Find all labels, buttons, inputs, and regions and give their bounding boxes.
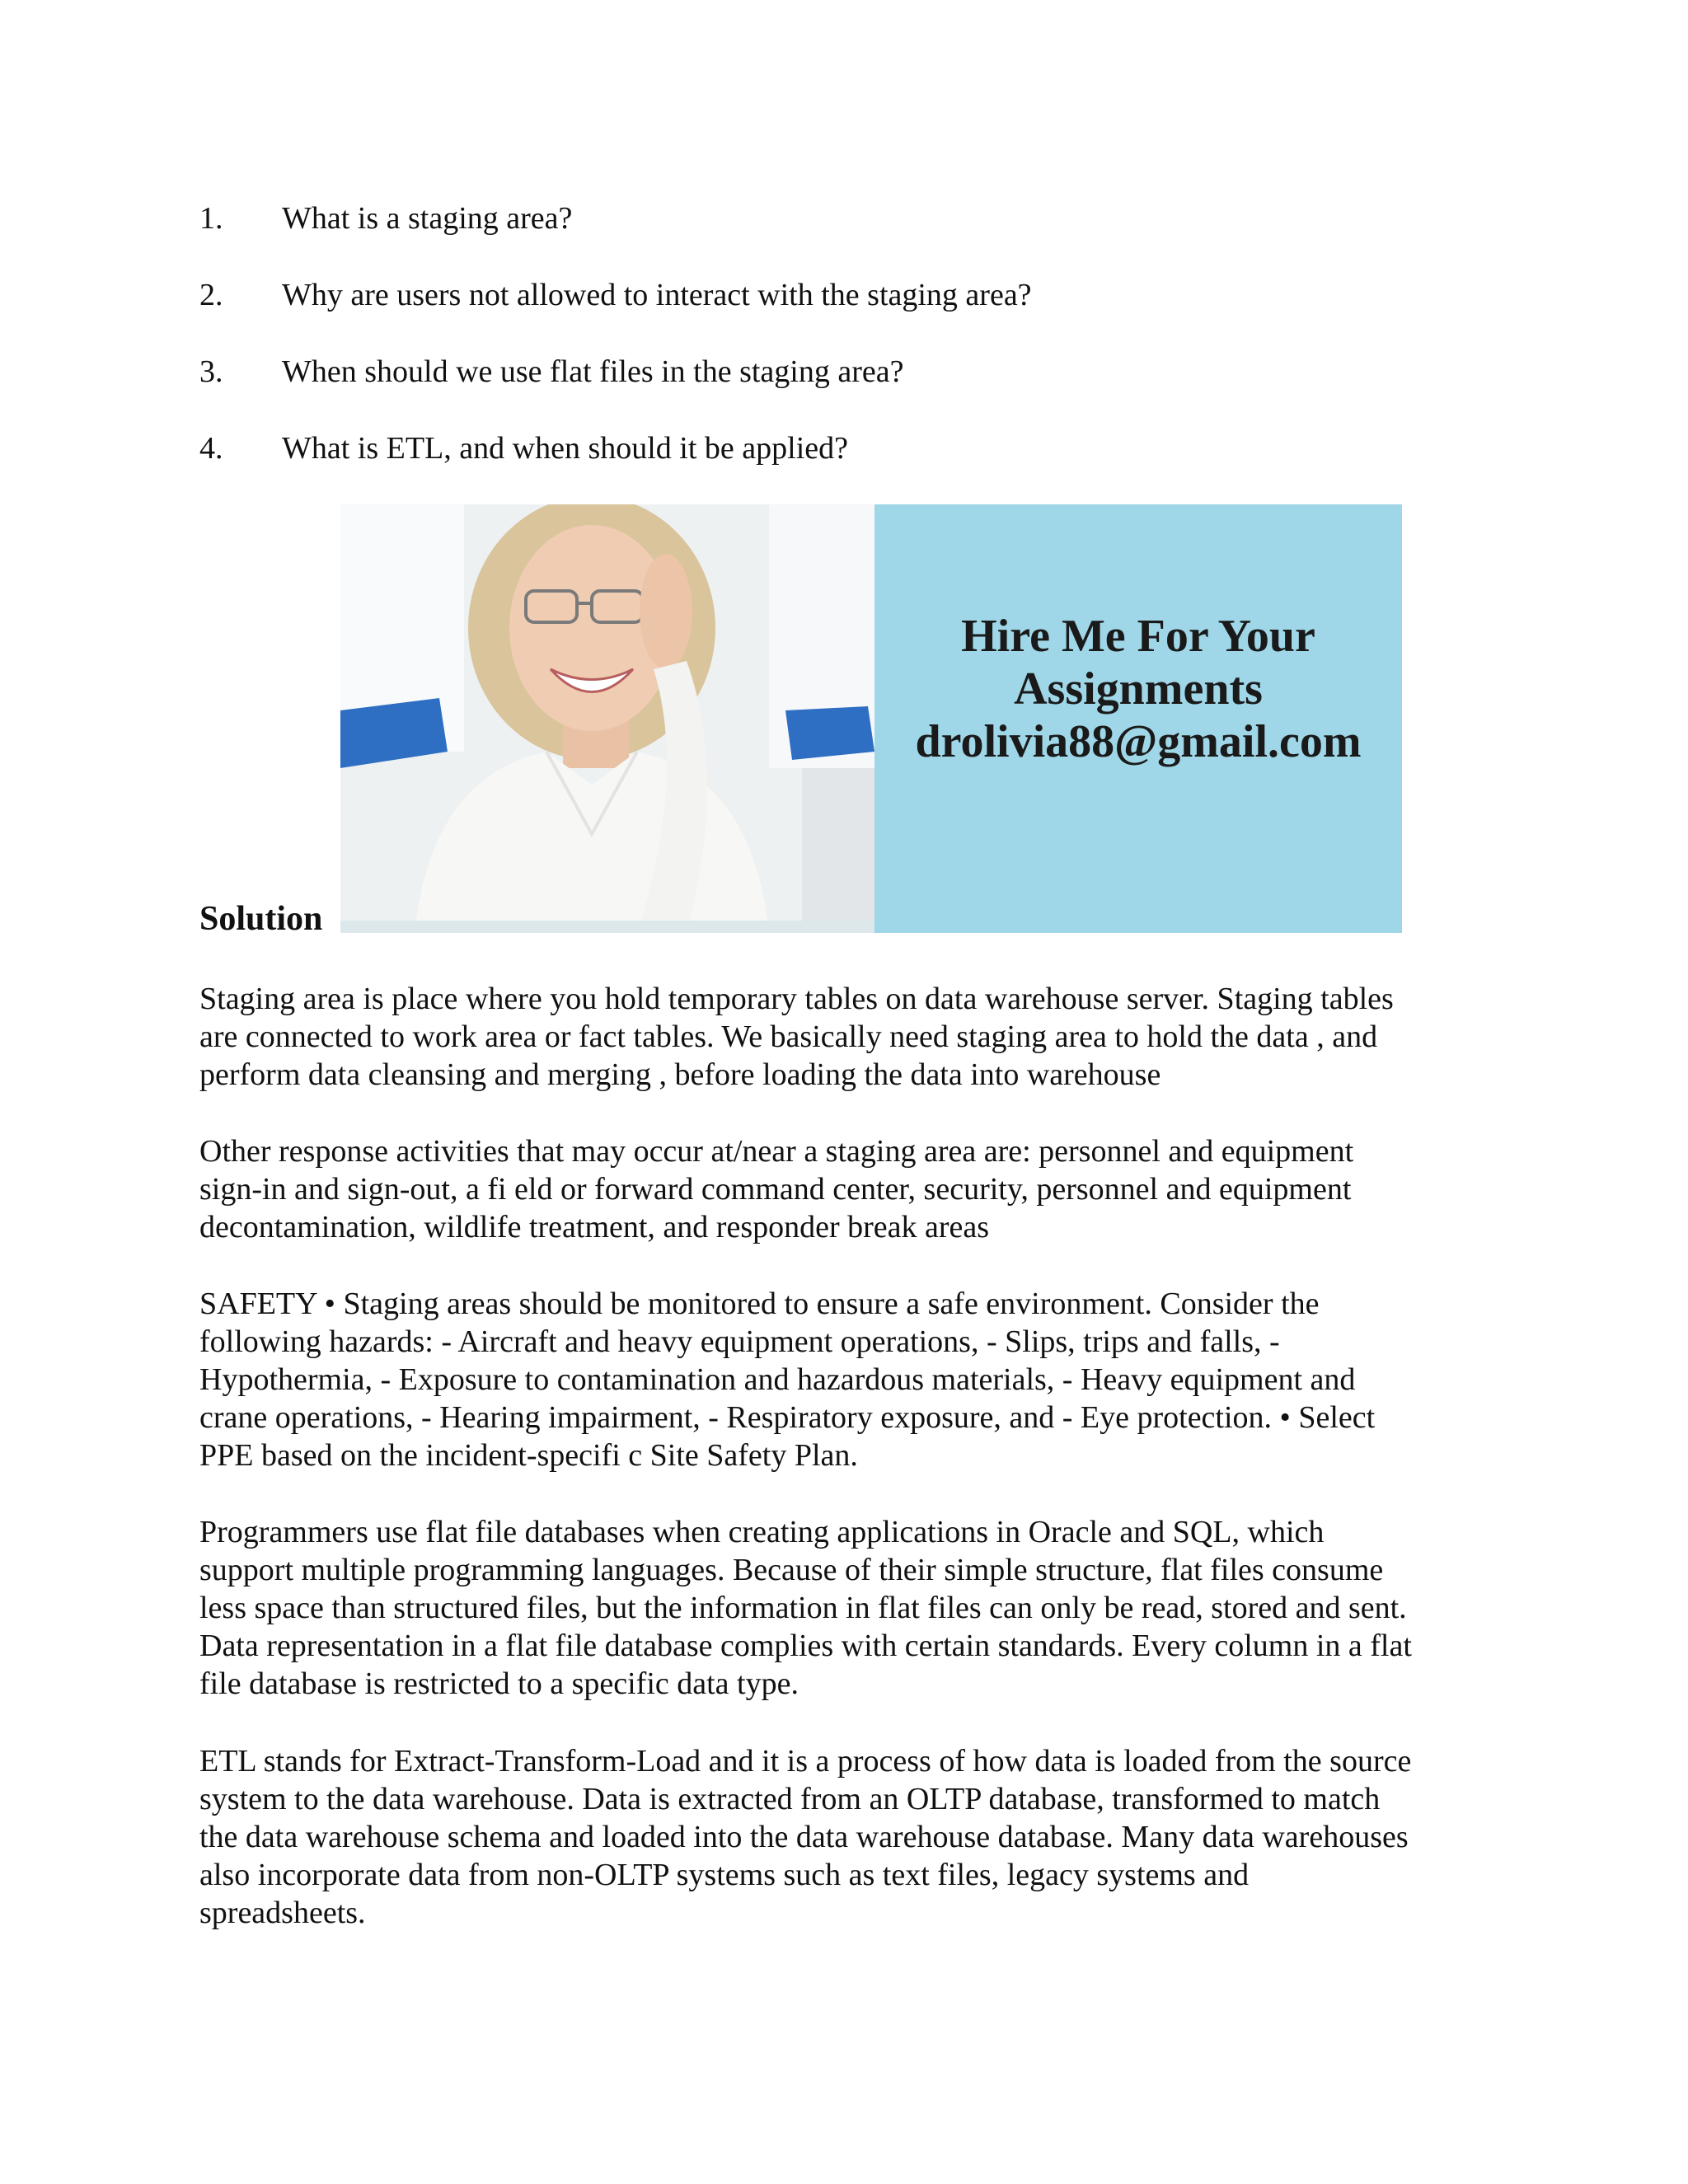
question-text: What is ETL, and when should it be applied? [282,431,848,466]
question-number: 3. [199,354,223,389]
paragraph-line: perform data cleansing and merging , before loading the data into warehouse [199,1057,1161,1092]
paragraph-line: system to the data warehouse. Data is extracted from an OLTP database, transformed to match [199,1782,1381,1816]
question-number: 1. [199,201,223,236]
paragraph-line: sign-in and sign-out, a fi eld or forward command center, security, personnel and equipment [199,1172,1352,1207]
question-number: 2. [199,278,223,312]
woman-illustration [340,504,874,933]
paragraph-response-activities [199,1132,1502,1246]
paragraph-line: also incorporate data from non-OLTP systems such as text files, legacy systems and [199,1858,1250,1892]
paragraph-line: the data warehouse schema and loaded into the data warehouse database. Many data warehouses [199,1820,1409,1854]
woman-photo [340,504,874,933]
paragraph-line: PPE based on the incident-specifi c Site Safety Plan. [199,1438,858,1473]
paragraph-line: are connected to work area or fact tables. We basically need staging area to hold the data , and [199,1019,1378,1054]
paragraph-flat-files [199,1513,1502,1703]
paragraph-line: Data representation in a flat file database complies with certain standards. Every column in a flat [199,1629,1412,1663]
paragraph-staging-definition [199,980,1502,1094]
paragraph-line: ETL stands for Extract-Transform-Load and it is a process of how data is loaded from the source [199,1744,1412,1779]
paragraph-line: following hazards: - Aircraft and heavy equipment operations, - Slips, trips and falls, - [199,1324,1280,1359]
paragraph-line: SAFETY • Staging areas should be monitored to ensure a safe environment. Consider the [199,1286,1320,1321]
paragraph-line: less space than structured files, but the information in flat files can only be read, stored and sent. [199,1591,1407,1625]
question-text: What is a staging area? [282,201,573,236]
paragraph-line: crane operations, - Hearing impairment, - Respiratory exposure, and - Eye protection. • Select [199,1400,1376,1435]
question-number: 4. [199,431,223,466]
paragraph-safety [199,1285,1502,1474]
paragraph-line: Programmers use flat file databases when creating applications in Oracle and SQL, which [199,1515,1325,1549]
paragraph-line: Hypothermia, - Exposure to contamination and hazardous materials, - Heavy equipment and [199,1362,1356,1397]
hire-me-banner [340,504,1402,933]
paragraph-line: decontamination, wildlife treatment, and responder break areas [199,1210,990,1244]
paragraph-line: support multiple programming languages. Because of their simple structure, flat files consume [199,1553,1384,1587]
paragraph-line: Other response activities that may occur at/near a staging area are: personnel and equipment [199,1134,1354,1169]
banner-email: drolivia88@gmail.com [915,716,1362,767]
banner-headline: Hire Me For Your [961,611,1315,662]
banner-text-panel [874,504,1402,933]
paragraph-line: Staging area is place where you hold temporary tables on data warehouse server. Staging tables [199,982,1394,1016]
paragraph-etl [199,1742,1502,1932]
paragraph-line: spreadsheets. [199,1896,366,1930]
banner-subheadline: Assignments [1014,663,1263,715]
question-text: When should we use flat files in the staging area? [282,354,904,389]
question-text: Why are users not allowed to interact with the staging area? [282,278,1032,312]
paragraph-line: file database is restricted to a specific data type. [199,1666,799,1701]
solution-heading: Solution [199,900,323,938]
